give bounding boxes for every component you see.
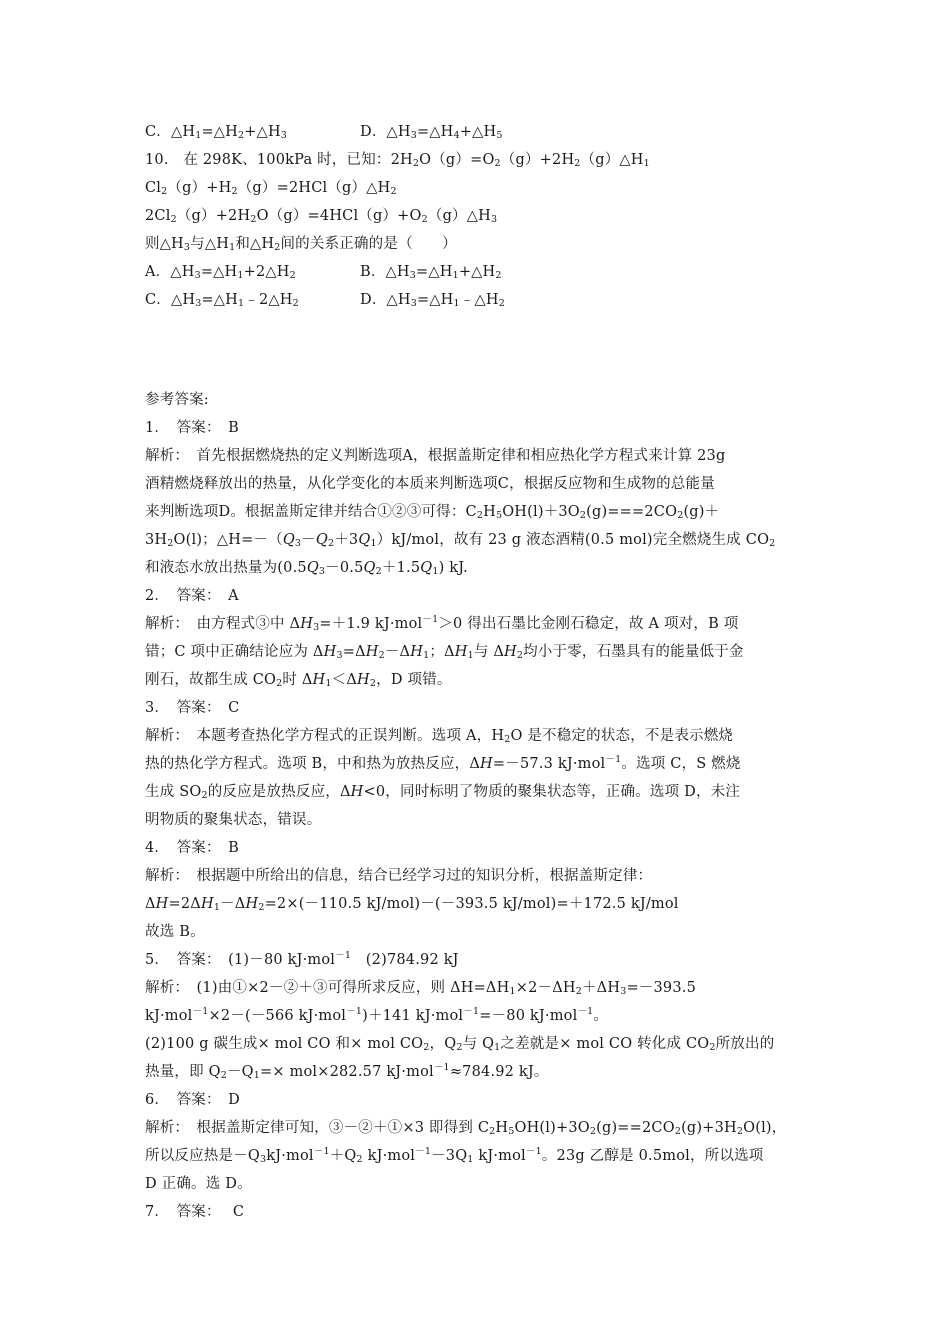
- explanation-3-line-1: 解析： 本题考查热化学方程式的正误判断。选项 A，$H_2O$ 是不稳定的状态，不是表示燃烧: [145, 728, 734, 745]
- q10-option-b: B．$\triangle H_3=\triangle H_1+\triangle H_2$: [360, 264, 502, 281]
- explanation-4-line-3: 故选 B。: [145, 924, 205, 940]
- explanation-1-line-5: 和液态水放出热量为$(0.5Q_3-0.5Q_2+1.5Q_1)$ kJ.: [145, 560, 468, 577]
- explanation-2-line-3: 刚石，故都生成 $CO_2$时 $\Delta H_1<\Delta H_2$，D 项错。: [145, 672, 452, 689]
- q10-equation-3: $2Cl_2(g)+2H_2O(g)=4HCl(g)+O_2(g)\triangle H_3$: [145, 208, 498, 225]
- explanation-6-line-3: D 正确。选 D。: [145, 1176, 252, 1192]
- explanation-5-line-3: (2)100 g 碳生成× mol CO 和× mol $CO_2$，$Q_2$与 $Q_1$之差就是× mol CO 转化成 $CO_2$所放出的: [145, 1036, 775, 1053]
- explanation-1-line-4: $3H_2O(l)$；$\triangle H=-(Q_3-Q_2+3Q_1)kJ$/mol，故有 23 g 液态酒精(0.5 mol)完全燃烧生成 $CO_2$: [145, 532, 776, 549]
- q9-option-d: D．$\triangle H_3=\triangle H_4+\triangle H_5$: [360, 124, 503, 141]
- explanation-2-line-1: 解析： 由方程式③中 $\Delta H_3=+1.9$ kJ·mol$^{-1}$＞0 得出石墨比金刚石稳定，故 A 项对，B 项: [145, 614, 739, 633]
- answer-5: 5． 答案： (1)－80 kJ·mol$^{-1}$ (2)784.92 kJ: [145, 950, 459, 968]
- answer-1: 1． 答案： B: [145, 420, 239, 436]
- explanation-1-line-3: 来判断选项D。根据盖斯定律并结合①②③可得：$C_2H_5OH(l)+3O_2(g)===2CO_2(g)+$: [145, 504, 720, 521]
- explanation-6-line-2: 所以反应热是$-Q_3kJ\cdot mol^{-1}+Q_2$ $kJ\cdot mol^{-1}-3Q_1$ kJ·mol$^{-1}$。23g 乙醇是 0.5mol，所以选项: [145, 1146, 764, 1165]
- explanation-1-line-1: 解析： 首先根据燃烧热的定义判断选项A，根据盖斯定律和相应热化学方程式来计算 23g: [145, 448, 726, 464]
- explanation-5-line-4: 热量，即 $Q_2-Q_1=\times mol\times 282.57$ kJ·mol$^{-1}$≈784.92 kJ。: [145, 1062, 549, 1081]
- answer-4: 4． 答案： B: [145, 840, 239, 856]
- q10-option-d: D．$\triangle H_3=\triangle H_1﹣\triangle H_2$: [360, 292, 505, 309]
- explanation-1-line-2: 酒精燃烧释放出的热量，从化学变化的本质来判断选项C，根据反应物和生成物的总能量: [145, 476, 715, 492]
- q10-options-row-2: [145, 290, 825, 310]
- q10-stem: 10. 在 298K、100kPa 时，已知：$2H_2O(g)=O_2(g)+2H_2(g)\triangle H_1$: [145, 152, 650, 169]
- answer-6: 6． 答案： D: [145, 1092, 240, 1108]
- explanation-3-line-3: 生成 $SO_2$的反应是放热反应，ΔH<0，同时标明了物质的聚集状态等，正确。选项 D，未注: [145, 784, 741, 801]
- answer-2: 2． 答案： A: [145, 588, 239, 604]
- explanation-3-line-2: 热的热化学方程式。选项 B，中和热为放热反应，ΔH=－57.3 kJ·mol$^{-1}$。选项 C，S 燃烧: [145, 754, 741, 772]
- q10-options-row-1: [145, 262, 825, 282]
- q10-option-c: C．$\triangle H_3=\triangle H_1﹣2\triangle H_2$: [145, 292, 299, 309]
- explanation-2-line-2: 错；C 项中正确结论应为 $\Delta H_3=\Delta H_2-\Delta H_1$；$\Delta H_1$与 $\Delta H_2$均小于零，石墨具有的能量低于金: [145, 644, 744, 661]
- explanation-3-line-4: 明物质的聚集状态，错误。: [145, 812, 322, 828]
- answers-heading: 参考答案:: [145, 392, 209, 408]
- q9-options-row: [145, 122, 825, 142]
- q10-equation-2: $Cl_2(g)+H_2(g)=2HCl(g)\triangle H_2$: [145, 180, 397, 197]
- explanation-5-line-1: 解析： (1)由①×2－②＋③可得所求反应，则 $\Delta H=\Delta H_1\times 2-\Delta H_2+\Delta H_3=-393.5$: [145, 980, 696, 997]
- q10-question: 则$\triangle H_3$与$\triangle H_1$和$\triangle H_2$间的关系正确的是（ ）: [145, 236, 457, 253]
- explanation-5-line-2: kJ·mol$^{-1}$×2－(－566 kJ·mol$^{-1}$)＋141 kJ·mol$^{-1}$=－80 kJ·mol$^{-1}$。: [145, 1006, 609, 1024]
- explanation-6-line-1: 解析： 根据盖斯定律可知，③－②＋①×3 即得到 $C_2H_5OH(l)+3O_2(g)==2CO_2(g)+3H_2O(l)$，: [145, 1120, 787, 1137]
- explanation-4-line-1: 解析： 根据题中所给出的信息，结合已经学习过的知识分析，根据盖斯定律：: [145, 868, 653, 884]
- q10-option-a: A．$\triangle H_3=\triangle H_1+2\triangle H_2$: [145, 264, 296, 281]
- q9-option-c: C．$\triangle H_1=\triangle H_2+\triangle H_3$: [145, 124, 288, 141]
- answer-3: 3． 答案： C: [145, 700, 240, 716]
- answer-7: 7． 答案： C: [145, 1204, 245, 1220]
- explanation-4-line-2: $\Delta H=2\Delta H_1-\Delta H_2=2\times(-110.5$ kJ/mol)－(－393.5 kJ/mol)=＋172.5 kJ/mol: [145, 896, 679, 913]
